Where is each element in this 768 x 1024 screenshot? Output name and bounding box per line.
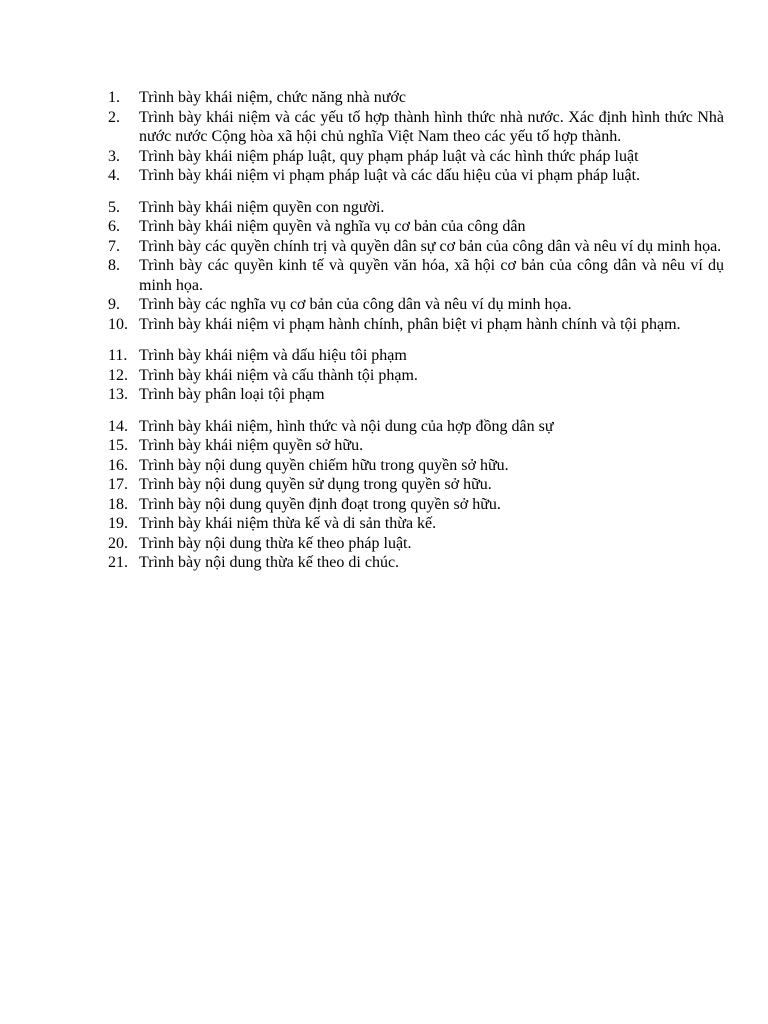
list-item-text: Trình bày khái niệm pháp luật, quy phạm pháp luật và các hình thức pháp luật	[139, 147, 639, 165]
list-item-text: Trình bày khái niệm vi phạm pháp luật và các dấu hiệu của vi phạm pháp luật.	[139, 167, 641, 184]
list-item-text: Trình bày nội dung quyền sử dụng trong quyền sở hữu.	[139, 476, 492, 493]
list-item-number: 2.	[108, 108, 120, 126]
list-item-number: 19.	[108, 515, 128, 532]
list-item-number: 18.	[108, 495, 128, 513]
list-item-number: 10.	[108, 315, 128, 333]
list-item-number: 8.	[108, 257, 120, 274]
question-group	[108, 346, 724, 405]
list-item	[108, 237, 724, 257]
list-item-number: 15.	[108, 437, 128, 454]
list-item-number: 21.	[108, 554, 128, 571]
list-item-number: 12.	[108, 366, 128, 384]
question-group	[108, 417, 724, 573]
list-item-number: 4.	[108, 167, 120, 184]
list-item-text: Trình bày khái niệm thừa kế và di sản thừa kế.	[139, 515, 437, 532]
list-item-text: Trình bày phân loại tội phạm	[139, 386, 325, 403]
list-item-text: Trình bày khái niệm, chức năng nhà nước	[139, 89, 406, 106]
list-item-number: 13.	[108, 386, 128, 403]
list-item-number: 14.	[108, 417, 128, 435]
question-group	[108, 88, 724, 186]
list-item	[108, 534, 724, 554]
list-item-text: Trình bày nội dung thừa kế theo di chúc.	[139, 554, 400, 571]
list-item	[108, 417, 724, 437]
list-item-text: Trình bày các nghĩa vụ cơ bản của công dân và nêu ví dụ minh họa.	[139, 296, 572, 313]
list-item	[108, 166, 724, 186]
list-item-text: Trình bày các quyền chính trị và quyền dân sự cơ bản của công dân và nêu ví dụ minh họa.	[139, 237, 722, 255]
list-item-text: Trình bày khái niệm quyền và nghĩa vụ cơ bản của công dân	[139, 218, 526, 235]
list-item-text: Trình bày khái niệm và dấu hiệu tôi phạm	[139, 347, 407, 364]
list-item	[108, 385, 724, 405]
list-item	[108, 88, 724, 108]
list-item-text: Trình bày nội dung quyền định đoạt trong quyền sở hữu.	[139, 495, 501, 513]
question-group	[108, 198, 724, 335]
list-item-number: 7.	[108, 237, 120, 255]
list-item-text: Trình bày khái niệm quyền sở hữu.	[139, 437, 364, 454]
list-item	[108, 147, 724, 167]
list-item-number: 5.	[108, 198, 120, 216]
list-item	[108, 436, 724, 456]
list-item	[108, 315, 724, 335]
list-item	[108, 198, 724, 218]
list-item-text: Trình bày khái niệm vi phạm hành chính, phân biệt vi phạm hành chính và tội phạm.	[139, 315, 681, 333]
list-item	[108, 256, 724, 295]
list-item	[108, 495, 724, 515]
list-item	[108, 108, 724, 147]
list-item-number: 16.	[108, 456, 128, 474]
list-item-number: 17.	[108, 476, 128, 493]
list-item-text: Trình bày khái niệm, hình thức và nội dung của hợp đồng dân sự	[139, 417, 554, 435]
list-item-number: 9.	[108, 296, 120, 313]
list-item	[108, 217, 724, 237]
list-item-text: Trình bày khái niệm quyền con người.	[139, 198, 385, 216]
list-item	[108, 295, 724, 315]
list-item	[108, 514, 724, 534]
list-item-text: Trình bày nội dung quyền chiếm hữu trong quyền sở hữu.	[139, 456, 509, 474]
list-item	[108, 366, 724, 386]
list-item	[108, 553, 724, 573]
list-item-text: Trình bày khái niệm và cấu thành tội phạm.	[139, 366, 418, 384]
list-item	[108, 475, 724, 495]
list-item-text: Trình bày nội dung thừa kế theo pháp luật.	[139, 534, 412, 552]
list-item-text: Trình bày các quyền kinh tế và quyền văn hóa, xã hội cơ bản của công dân và nêu ví dụ minh họa.	[139, 257, 724, 294]
list-item	[108, 456, 724, 476]
list-item	[108, 346, 724, 366]
list-item-number: 11.	[108, 347, 128, 364]
list-item-number: 6.	[108, 218, 120, 235]
question-list	[108, 88, 724, 573]
list-item-number: 20.	[108, 534, 128, 552]
list-item-number: 1.	[108, 89, 120, 106]
list-item-text: Trình bày khái niệm và các yếu tố hợp thành hình thức nhà nước. Xác định hình thức Nhà nước nước Cộng hòa xã hội chủ nghĩa Việt Nam theo các yếu tố hợp thành.	[139, 108, 724, 145]
list-item-number: 3.	[108, 147, 120, 165]
